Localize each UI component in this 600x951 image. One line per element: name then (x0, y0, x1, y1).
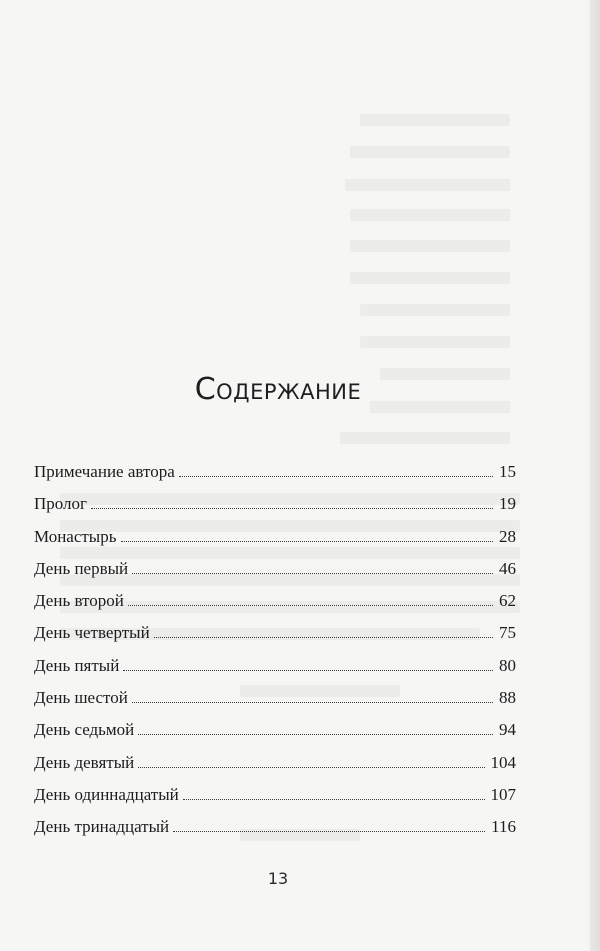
dot-leader (128, 605, 493, 606)
toc-entry-page: 88 (499, 688, 516, 708)
toc-entry-page: 107 (490, 784, 516, 804)
toc-entry-title: День первый (34, 558, 129, 578)
ghost-line (360, 336, 510, 348)
ghost-line (350, 240, 510, 252)
toc-entry (34, 617, 516, 649)
toc-entry (34, 456, 516, 488)
dot-leader (138, 734, 493, 735)
toc-entry-page: 116 (491, 817, 516, 837)
dot-leader (121, 541, 494, 542)
toc-entry (34, 650, 516, 682)
dot-leader (138, 767, 484, 768)
ghost-line (340, 432, 510, 444)
toc-entry (34, 779, 516, 811)
toc-entry-title: День пятый (34, 655, 120, 675)
dot-leader (183, 799, 485, 800)
toc-entry-page: 62 (499, 591, 516, 611)
toc-entry-title: День девятый (34, 752, 135, 772)
toc-entry (34, 747, 516, 779)
ghost-line (360, 304, 510, 316)
toc-entry-title: День тринадцатый (34, 817, 170, 837)
dot-leader (132, 702, 493, 703)
toc-entry-title: День четвертый (34, 623, 150, 643)
toc-entry-title: Пролог (34, 494, 88, 514)
dot-leader (179, 476, 493, 477)
toc-entry-page: 19 (499, 494, 516, 514)
toc-entry-page: 80 (499, 655, 516, 675)
toc-entry-title: Примечание автора (34, 462, 175, 481)
toc-entry-title: День шестой (34, 688, 128, 708)
toc-entry (34, 521, 516, 553)
dot-leader (123, 670, 493, 671)
toc-entry-page: 75 (499, 623, 516, 643)
toc-entry (34, 585, 516, 617)
toc-entry-page: 46 (499, 558, 516, 578)
toc-entry-page: 104 (490, 752, 516, 772)
toc-entry-page: 15 (499, 462, 516, 481)
spine-shadow (586, 0, 600, 951)
toc-entry-title: День одиннадцатый (34, 784, 179, 804)
toc-entry (34, 811, 516, 843)
dot-leader (132, 573, 493, 574)
toc-entry-page: 28 (499, 526, 516, 546)
toc-entry-title: День седьмой (34, 720, 135, 740)
toc-entry-title: День второй (34, 591, 124, 611)
dot-leader (173, 831, 485, 832)
ghost-line (360, 114, 510, 126)
ghost-line (345, 179, 510, 191)
page-number: 13 (267, 869, 289, 888)
toc-entry-title: Монастырь (34, 526, 117, 546)
toc-entry (34, 488, 516, 520)
page-title: Содержание (194, 372, 362, 408)
dot-leader (91, 508, 493, 509)
toc-entry (34, 682, 516, 714)
toc-entry (34, 553, 516, 585)
ghost-line (350, 146, 510, 158)
dot-leader (154, 637, 493, 638)
ghost-line (350, 209, 510, 221)
ghost-line (350, 272, 510, 284)
toc-entry-page: 94 (499, 720, 516, 740)
toc-entry (34, 714, 516, 746)
table-of-contents (34, 456, 516, 844)
